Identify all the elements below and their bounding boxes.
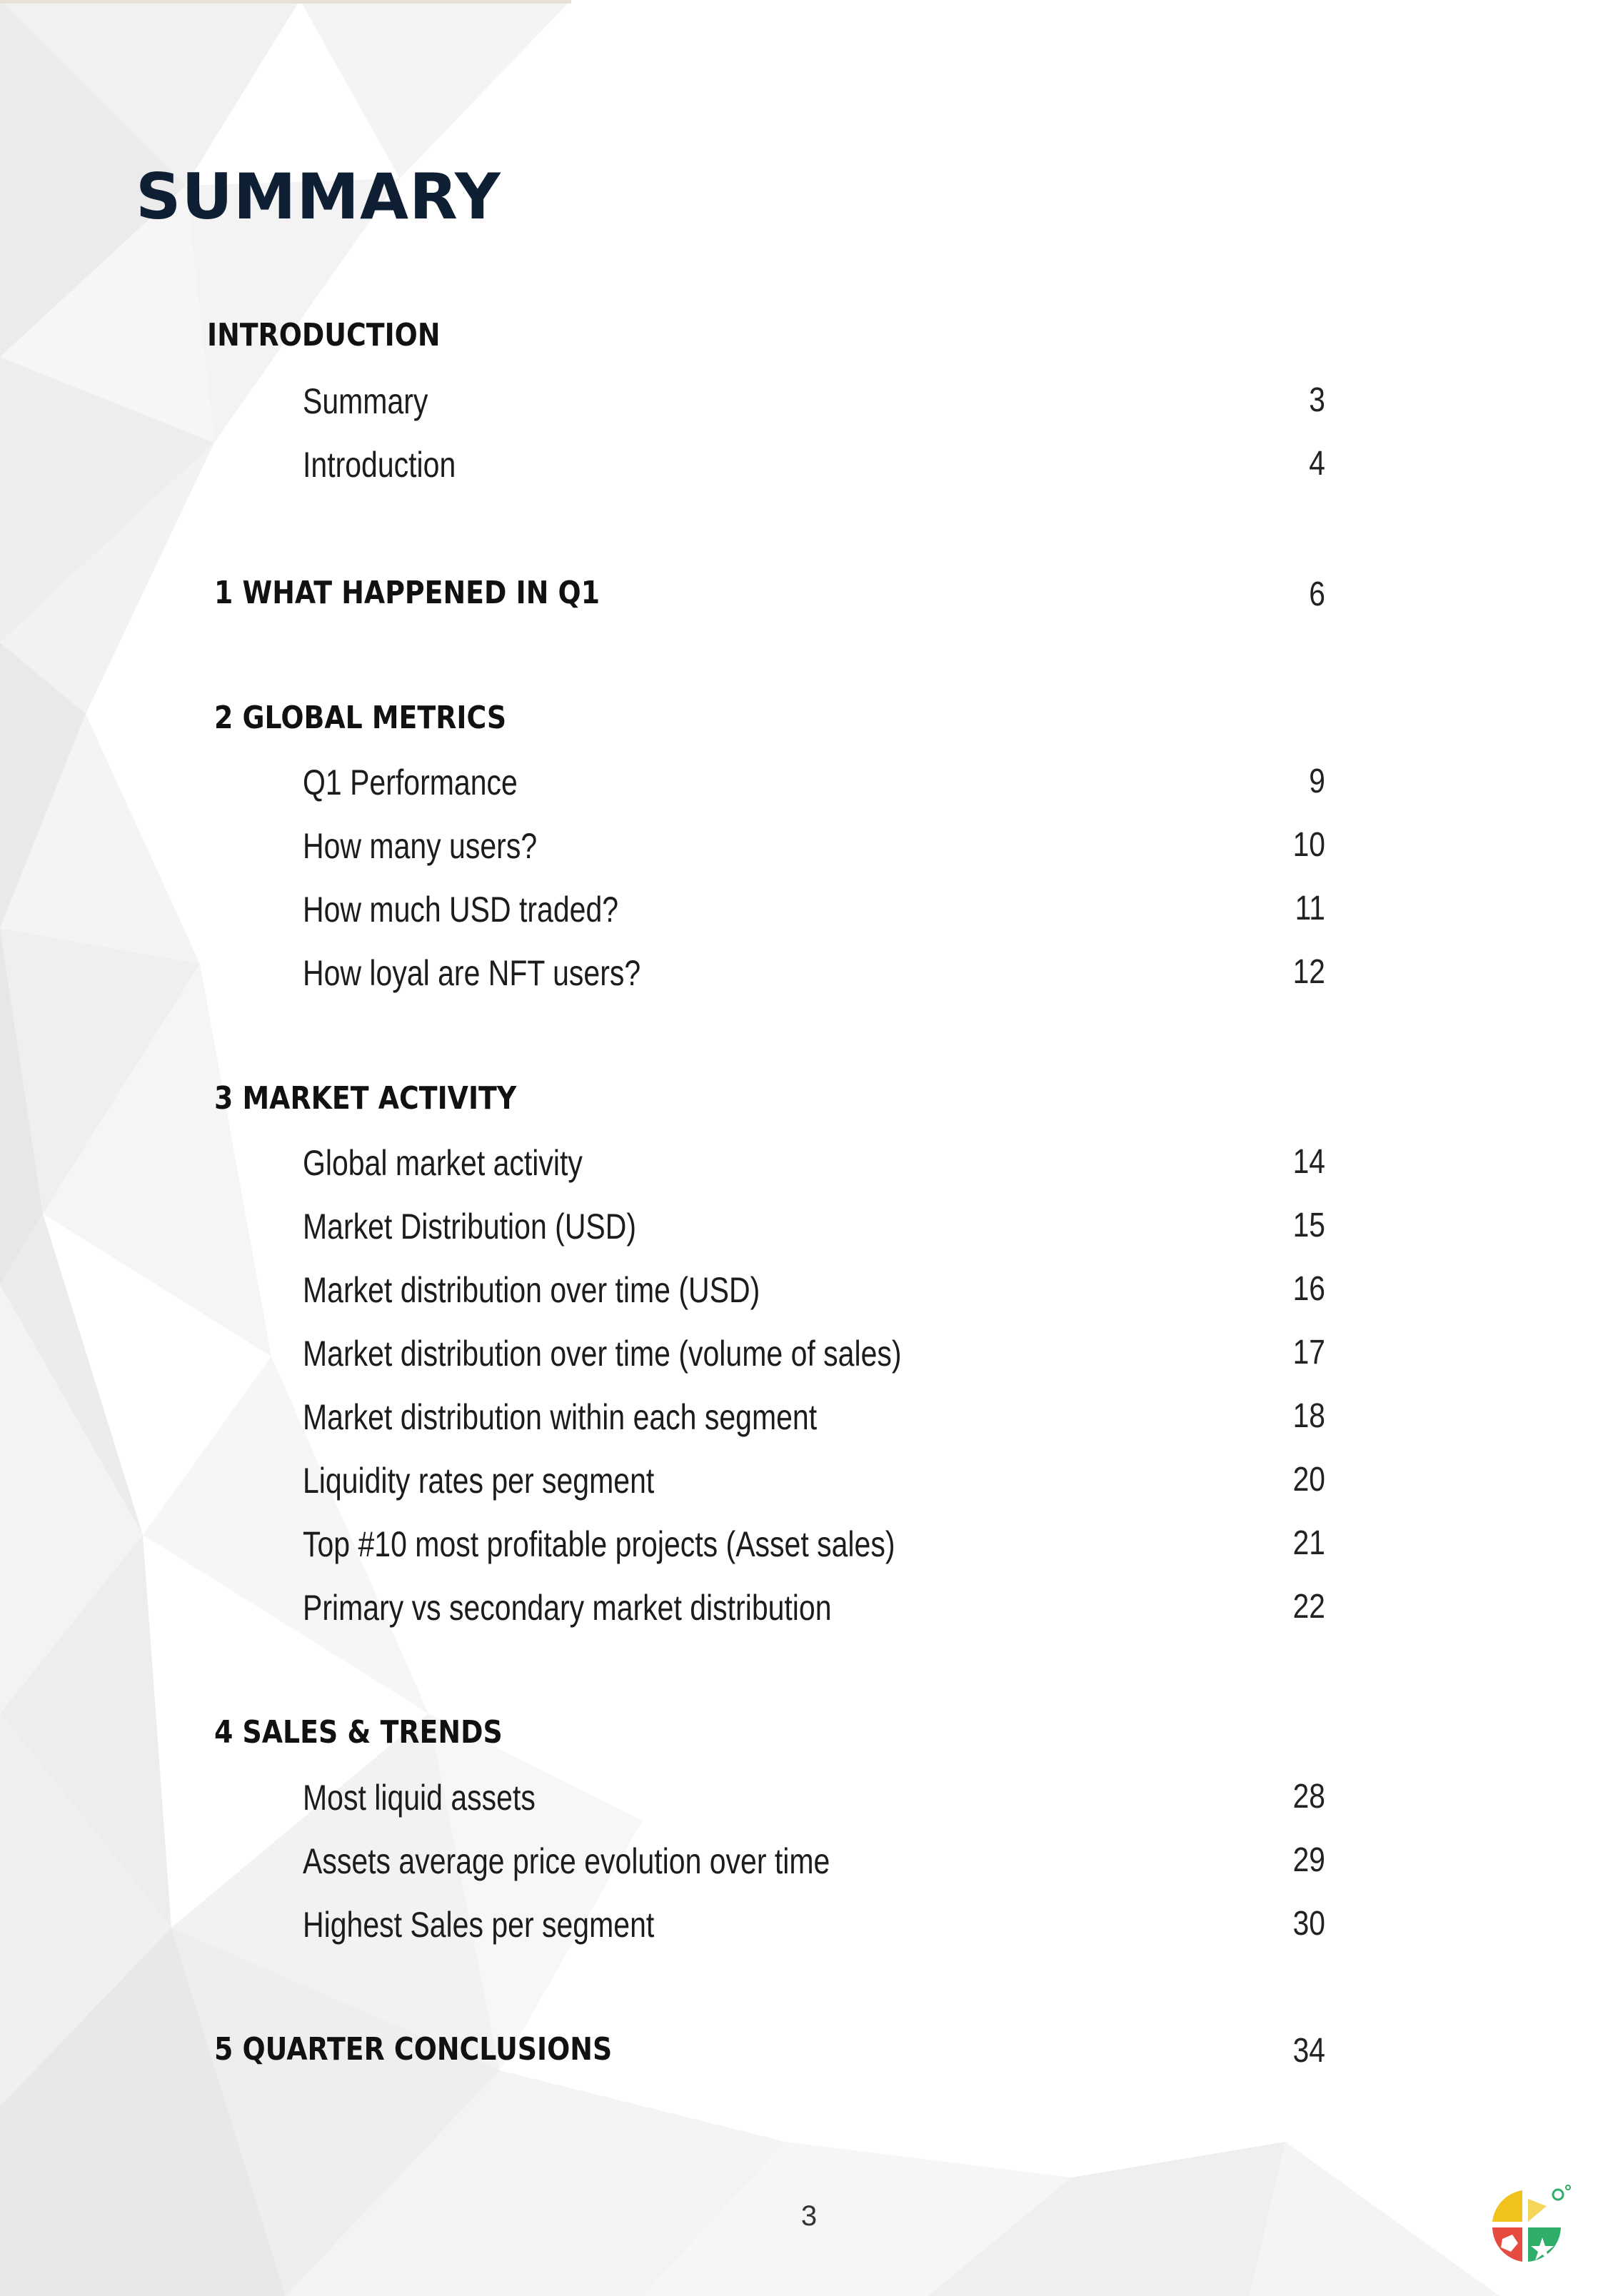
toc-item-how-much-usd[interactable] [0, 889, 1618, 939]
toc-item-most-liquid-assets[interactable] [0, 1777, 1618, 1827]
brand-logo-icon [1478, 2177, 1578, 2277]
toc-item-distribution-over-time-volume[interactable] [0, 1333, 1618, 1383]
toc-heading-introduction[interactable] [0, 317, 1618, 367]
toc-item-label: How loyal are NFT users? [303, 953, 641, 993]
toc-item-label: How much USD traded? [303, 890, 619, 930]
toc-item-label: Assets average price evolution over time [303, 1841, 830, 1881]
toc-item-page: 3 [1309, 381, 1325, 419]
toc-item-page: 17 [1292, 1334, 1325, 1371]
toc-heading-sales-trends[interactable] [0, 1714, 1618, 1764]
toc-item-page: 15 [1292, 1207, 1325, 1244]
page-title: SUMMARY [136, 160, 501, 233]
toc-item-label: Introduction [303, 445, 456, 485]
toc-item-label: Most liquid assets [303, 1778, 536, 1818]
toc-heading-label: 5 QUARTER CONCLUSIONS [214, 2031, 613, 2068]
toc-heading-label: 1 WHAT HAPPENED IN Q1 [214, 575, 601, 611]
toc-item-page: 11 [1295, 890, 1325, 927]
toc-heading-label: 2 GLOBAL METRICS [214, 700, 507, 736]
toc-item-page: 21 [1292, 1524, 1325, 1562]
toc-heading-page: 6 [1309, 575, 1325, 613]
toc-heading-global-metrics[interactable] [0, 700, 1618, 750]
toc-item-label: Global market activity [303, 1143, 583, 1183]
toc-item-q1-performance[interactable] [0, 762, 1618, 812]
toc-item-label: Market distribution over time (USD) [303, 1270, 760, 1310]
toc-item-label: Market distribution over time (volume of sales) [303, 1334, 902, 1374]
toc-item-label: Q1 Performance [303, 762, 518, 802]
toc-item-page: 4 [1309, 445, 1325, 483]
toc-item-label: Market distribution within each segment [303, 1397, 818, 1437]
toc-item-introduction[interactable] [0, 444, 1618, 494]
toc-item-page: 10 [1292, 826, 1325, 864]
toc-item-page: 22 [1292, 1588, 1325, 1626]
toc-heading-market-activity[interactable] [0, 1080, 1618, 1130]
toc-item-how-loyal[interactable] [0, 952, 1618, 1002]
toc-item-highest-sales[interactable] [0, 1904, 1618, 1954]
toc-item-primary-vs-secondary[interactable] [0, 1587, 1618, 1637]
toc-item-page: 18 [1292, 1397, 1325, 1435]
toc-item-label: Top #10 most profitable projects (Asset sales) [303, 1524, 895, 1564]
toc-heading-what-happened[interactable] [0, 575, 1618, 625]
toc-heading-page: 34 [1292, 2032, 1325, 2070]
toc-item-global-market-activity[interactable] [0, 1142, 1618, 1192]
toc-item-page: 28 [1292, 1778, 1325, 1816]
toc-item-label: Primary vs secondary market distribution [303, 1588, 832, 1628]
toc-item-label: Market Distribution (USD) [303, 1207, 637, 1247]
toc-item-liquidity-rates[interactable] [0, 1460, 1618, 1510]
toc-item-page: 30 [1292, 1905, 1325, 1943]
top-accent-line [0, 0, 571, 4]
toc-item-page: 20 [1292, 1461, 1325, 1499]
toc-item-page: 12 [1292, 953, 1325, 991]
toc-item-distribution-within-segment[interactable] [0, 1396, 1618, 1446]
toc-item-page: 29 [1292, 1841, 1325, 1879]
toc-item-distribution-over-time-usd[interactable] [0, 1269, 1618, 1319]
toc-item-page: 9 [1309, 762, 1325, 800]
toc-item-label: Highest Sales per segment [303, 1905, 655, 1945]
toc-item-label: Summary [303, 381, 428, 421]
toc-item-top-10-projects[interactable] [0, 1524, 1618, 1574]
toc-heading-label: 3 MARKET ACTIVITY [214, 1080, 517, 1117]
toc-item-summary[interactable] [0, 381, 1618, 430]
toc-heading-label: 4 SALES & TRENDS [214, 1714, 503, 1751]
toc-item-average-price-evolution[interactable] [0, 1841, 1618, 1890]
toc-item-page: 14 [1292, 1143, 1325, 1181]
page-number: 3 [800, 2200, 818, 2232]
toc-item-label: How many users? [303, 826, 538, 866]
toc-item-how-many-users[interactable] [0, 825, 1618, 875]
toc-item-market-distribution-usd[interactable] [0, 1206, 1618, 1256]
toc-item-label: Liquidity rates per segment [303, 1461, 655, 1501]
toc-heading-label: INTRODUCTION [207, 317, 441, 353]
toc-heading-quarter-conclusions[interactable] [0, 2031, 1618, 2081]
toc-item-page: 16 [1292, 1270, 1325, 1308]
